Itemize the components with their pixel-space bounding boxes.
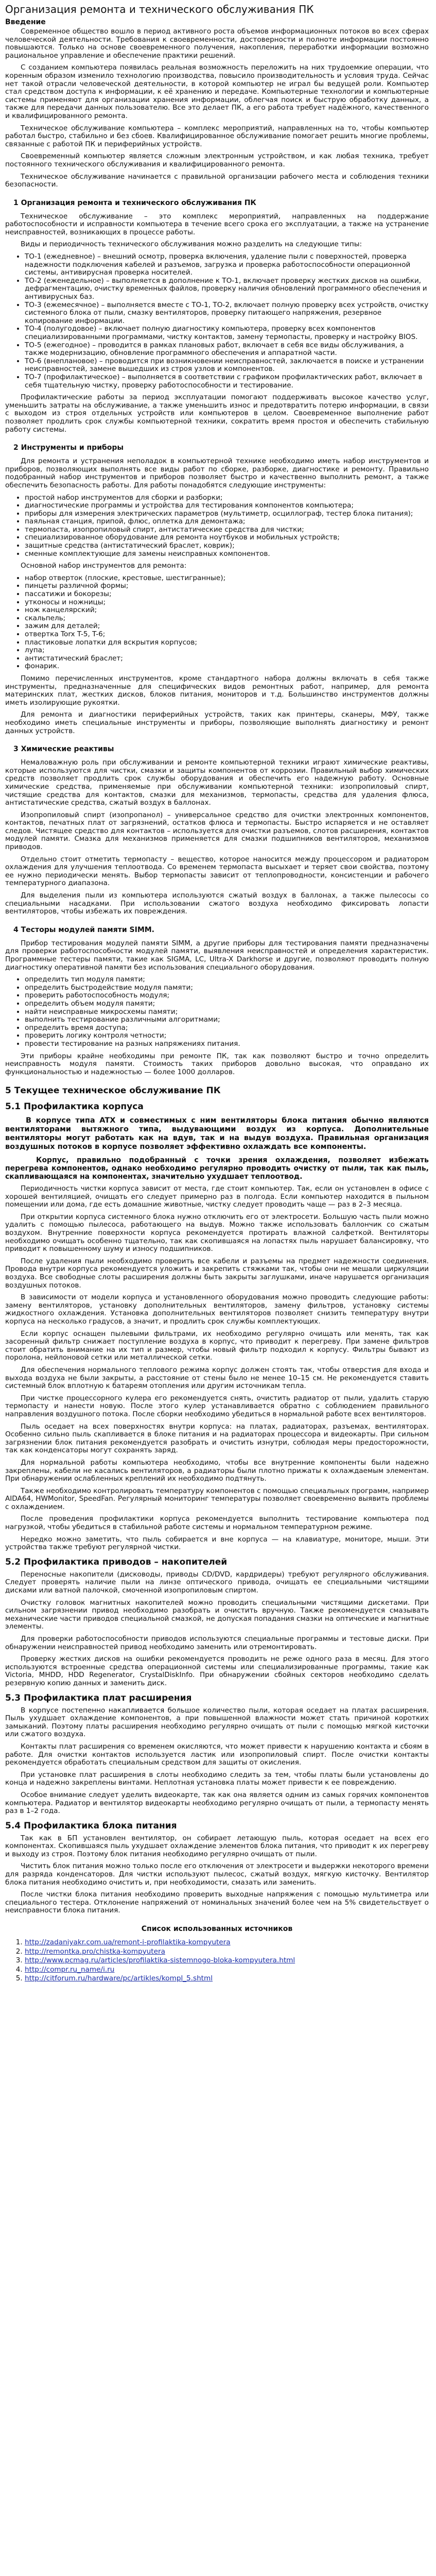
paragraph: Для нормальной работы компьютера необходимо, чтобы все внутренние компоненты были надежно закреплены, кабели не касались вентиляторов, а радиаторы были плотно прижаты к охлаждаемым элементам. При обнаружении ослабленных креплений их необходимо подтянуть. — [5, 1458, 429, 1483]
subsection-heading: 5.1 Профилактика корпуса — [5, 1101, 144, 1112]
chapter-heading: 5 Текущее техническое обслуживание ПК — [5, 1086, 221, 1096]
source-item — [25, 1975, 429, 1983]
list-item: • определить объем модуля памяти; — [25, 1000, 429, 1008]
source-link[interactable]: http://zadaniyakr.com.ua/remont-i-profilaktika-kompyutera — [25, 1938, 231, 1947]
list-item: • определить быстродействие модуля памяти; — [25, 984, 429, 992]
list-item: • специализированное оборудование для ремонта ноутбуков и мобильных устройств; — [25, 534, 429, 542]
paragraph: Основной набор инструментов для ремонта: — [21, 562, 187, 570]
paragraph: Виды и периодичность технического обслуживания можно разделить на следующие типы: — [21, 240, 362, 249]
list-item: • лупа; — [25, 647, 429, 655]
paragraph: Эти приборы крайне необходимы при ремонте ПК, так как позволяют быстро и точно определить неисправность модуля памяти. Стоимость таких приборов довольно высокая, что оправдано их функциональностью и надежностью — более 1000 долларов. — [5, 1052, 429, 1076]
paragraph: Для выделения пыли из компьютера используются сжатый воздух в баллонах, а также пылесосы со специальными насадками. При использовании сжатого воздуха необходимо фиксировать лопасти вентиляторов, чтобы избежать их повреждения. — [5, 891, 429, 916]
paragraph: Немаловажную роль при обслуживании и ремонте компьютерной техники играют химические реактивы, которые используются для чистки, смазки и защиты компонентов от коррозии. Правильный выбор химических средств позволяет продлить срок службы оборудования и обеспечить его надежную работу. Основные химические средства, применяемые при обслуживании компьютерной техники: изопропиловый спирт, чистящие средства для контактов, смазки для механизмов, термопасты, средства для удаления флюса, антистатические средства, сжатый воздух в баллонах. — [5, 758, 429, 807]
paragraph: Очистку головок магнитных накопителей можно проводить специальными чистящими дискетами. При сильном загрязнении привод необходимо разобрать и очистить вручную. Также рекомендуется смазывать механические части приводов специальной смазкой, не допуская попадания смазки на оптические и магнитные элементы. — [5, 1598, 429, 1631]
source-link[interactable]: http://compr.ru_name/i.ru — [25, 1965, 115, 1974]
paragraph: В корпусе постепенно накапливается большое количество пыли, которая оседает на платах расширения. Пыль ухудшает охлаждение компонентов, а при повышенной влажности может стать причиной коротких замыканий. Поэтому платы расширения необходимо регулярно очищать от пыли с помощью мягкой кисточки или сжатого воздуха. — [5, 1706, 429, 1739]
subsection-heading: 5.4 Профилактика блока питания — [5, 1820, 177, 1831]
bullet-list — [5, 976, 429, 1048]
paragraph: После удаления пыли необходимо проверить все кабели и разъемы на предмет надежности соединения. Провода внутри корпуса рекомендуется уложить и закрепить стяжками так, чтобы они не мешали циркуляции воздуха. Все свободные слоты расширения должны быть закрыты заглушками, иначе нарушается организация воздушных потоков. — [5, 1257, 429, 1290]
paragraph: После проведения профилактики корпуса рекомендуется выполнить тестирование компьютера под нагрузкой, чтобы убедиться в стабильной работе системы и нормальном температурном режиме. — [5, 1515, 429, 1532]
paragraph: Периодичность чистки корпуса зависит от места, где стоит компьютер. Так, если он установлен в офисе с хорошей вентиляцией, очищать его следует примерно раз в полгода. Если компьютер находится в пыльном помещении или дома, где есть домашние животные, чистку следует проводить чаще — раз в 2–3 месяца. — [5, 1184, 429, 1209]
subsection-heading: 5.2 Профилактика приводов – накопителей — [5, 1556, 228, 1567]
paragraph: Отдельно стоит отметить термопасту – вещество, которое наносится между процессором и радиатором охлаждения для улучшения теплоотвода. Со временем термопаста высыхает и теряет свои свойства, поэтому ее нужно периодически менять. Выбор термопасты зависит от теплопроводности, консистенции и рабочего температурного диапазона. — [5, 855, 429, 888]
list-item: • защитные средства (антистатический браслет, коврик); — [25, 542, 429, 550]
paragraph: При установке плат расширения в слоты необходимо следить за тем, чтобы платы были установлены до конца и надежно закреплены винтами. Неплотная установка платы может привести к ее повреждению. — [5, 1770, 429, 1787]
list-item: • ТО-7 (профилактическое) – выполняется в соответствии с графиком профилактических работ, включает в себя тщательную чистку, проверку работоспособности и тестирование. — [25, 374, 429, 389]
paragraph: Для ремонта и устранения неполадок в компьютерной технике необходимо иметь набор инструментов и приборов, позволяющих выполнять все виды работ по сборке, разборке, диагностике и ремонту. Правильно подобранный набор инструментов и приборов позволяет быстро и качественно выполнить ремонт, а также обеспечить безопасность работы. Для работы понадобятся следующие инструменты: — [5, 457, 429, 489]
section-heading: 2 Инструменты и приборы — [13, 444, 124, 452]
source-item — [25, 1966, 429, 1974]
list-item: • пассатижи и бокорезы; — [25, 590, 429, 599]
list-item: • зажим для деталей; — [25, 622, 429, 631]
list-item: • пинцеты различной формы; — [25, 582, 429, 590]
list-item: • ТО-1 (ежедневное) – внешний осмотр, проверка включения, удаление пыли с поверхностей, проверка надежности подключения кабелей и разъемов, загрузка и проверка работоспособности операционной системы, антивирусная проверка носителей. — [25, 253, 429, 277]
document-title: Организация ремонта и технического обслуживания ПК — [5, 3, 314, 15]
list-item: • скальпель; — [25, 615, 429, 623]
list-item: • фонарик. — [25, 663, 429, 671]
list-item: • определить тип модуля памяти; — [25, 976, 429, 984]
sources-list — [5, 1939, 429, 1983]
paragraph: При открытии корпуса системного блока нужно отключить его от электросети. Большую часть пыли можно удалить с помощью пылесоса, работающего на выдув. Можно также использовать баллончик со сжатым воздухом. Внутренние поверхности корпуса рекомендуется протирать влажной салфеткой. Вентиляторы необходимо очищать особенно тщательно, так как скопившаяся на лопастях пыль нарушает балансировку, что приводит к повышенному шуму и износу подшипников. — [5, 1212, 429, 1253]
paragraph: Техническое обслуживание начинается с правильной организации рабочего места и соблюдения техники безопасности. — [5, 172, 429, 189]
section-heading: 3 Химические реактивы — [13, 745, 114, 754]
list-item: • ТО-3 (ежемесячное) – выполняется вместе с ТО-1, ТО-2, включает полную проверку всех устройств, очистку системного блока от пыли, смазку вентиляторов, проверку питающего напряжения, резервное копирование информации. — [25, 301, 429, 326]
source-link[interactable]: http://remontka.pro/chistka-kompyutera — [25, 1947, 165, 1956]
list-item: • антистатический браслет; — [25, 655, 429, 663]
paragraph: Своевременный компьютер является сложным электронным устройством, и как любая техника, требует постоянного технического обслуживания и квалифицированного ремонта. — [5, 152, 429, 168]
paragraph: Техническое обслуживание компьютера – комплекс мероприятий, направленных на то, чтобы компьютер работал быстро, стабильно и без сбоев. Квалифицированное обслуживание помогает решить многие проблемы, связанные с работой ПК и периферийных устройств. — [5, 124, 429, 148]
bullet-list — [5, 494, 429, 558]
paragraph: Для проверки работоспособности приводов используются специальные программы и тестовые диски. При обнаружении неисправностей привод необходимо заменить или отремонтировать. — [5, 1635, 429, 1651]
list-item: • ТО-2 (еженедельное) – выполняется в дополнение к ТО-1, включает проверку жестких дисков на ошибки, дефрагментацию, очистку временных файлов, проверку наличия обновлений программного обеспечения и антивирусных баз. — [25, 277, 429, 301]
list-item: • ТО-4 (полугодовое) – включает полную диагностику компьютера, проверку всех компонентов специализированными программами, чистку контактов, замену термопасты, проверку и настройку BIOS. — [25, 325, 429, 341]
intro-heading: Введение — [5, 18, 46, 26]
list-item: • выполнить тестирование различными алгоритмами; — [25, 1016, 429, 1024]
list-item: • сменные комплектующие для замены неисправных компонентов. — [25, 550, 429, 558]
list-item: • отвертка Torx T-5, T-6; — [25, 631, 429, 639]
paragraph: В зависимости от модели корпуса и установленного оборудования можно проводить следующие работы: замену вентиляторов, установку дополнительных вентиляторов, замену фильтров, установку системы жидкостного охлаждения. Установка дополнительных вентиляторов позволяет снизить температуру внутри корпуса на несколько градусов, а значит, и продлить срок службы комплектующих. — [5, 1293, 429, 1326]
paragraph: Помимо перечисленных инструментов, кроме стандартного набора должны включать в себя также инструменты, предназначенные для специфических видов ремонтных работ, например, для ремонта материнских плат, жестких дисков, блоков питания, мониторов и т.д. Большинство инструментов должны иметь изолирующие рукоятки. — [5, 674, 429, 707]
paragraph: После чистки блока питания необходимо проверить выходные напряжения с помощью мультиметра или специального тестера. Отклонение напряжений от номинальных значений более чем на 5% свидетельствует о неисправности блока питания. — [5, 1890, 429, 1915]
paragraph: Нередко можно заметить, что пыль собирается и вне корпуса — на клавиатуре, мониторе, мыши. Эти устройства также требуют регулярной чистки. — [5, 1535, 429, 1552]
list-item: • найти неисправные микросхемы памяти; — [25, 1008, 429, 1016]
bullet-list — [5, 574, 429, 671]
paragraph: Для ремонта и диагностики периферийных устройств, таких как принтеры, сканеры, МФУ, также необходимо иметь специальные инструменты и приборы, позволяющие выполнять диагностику и ремонт данных устройств. — [5, 710, 429, 735]
source-link[interactable]: http://citforum.ru/hardware/pc/artikles/kompl_5.shtml — [25, 1974, 213, 1983]
paragraph: С созданием компьютера появилась реальная возможность переложить на них трудоемкие операции, что коренным образом изменило технологию производства, повысило производительность и условия труда. Сейчас нет такой отрасли человеческой деятельности, в которой компьютер не играл бы ведущей роли. Компьютер стал средством доступа к информации, к её хранению и передаче. Компьютерные технологии и компьютерные системы применяют для организации хранения информации, облегчая поиск и быструю обработку данных, а также для передачи данных пользователю. Все это делает ПК, а его работа требует надёжного, качественного и квалифицированного ремонта. — [5, 63, 429, 120]
list-item: • приборы для измерения электрических параметров (мультиметр, осциллограф, тестер блока питания); — [25, 510, 429, 518]
list-item: • провести тестирование на разных напряжениях питания. — [25, 1040, 429, 1048]
list-item: • нож канцелярский; — [25, 606, 429, 615]
paragraph: Изопропиловый спирт (изопропанол) – универсальное средство для очистки электронных компонентов, контактов, печатных плат от загрязнений, остатков флюса и термопасты. Быстро испаряется и не оставляет следов. Чистящее средство для контактов – используется для очистки разъемов, слотов расширения, контактов модулей памяти. Смазка для механизмов применяется для смазки подшипников вентиляторов, механизмов приводов. — [5, 810, 429, 852]
highlight-paragraph: Корпус, правильно подобранный с точки зрения охлаждения, позволяет избежать перегрева компонентов, однако необходимо регулярно проводить очистку от пыли, так как пыль, скапливающаяся на компонентах, значительно ухудшает теплоотвод. — [5, 1156, 429, 1181]
list-item: • проверить работоспособность модуля; — [25, 992, 429, 1000]
paragraph: Прибор тестирования модулей памяти SIMM, а другие приборы для тестирования памяти предназначены для проверки работоспособности модулей памяти, выявления неисправностей и определения характеристик. Программные тестеры памяти, такие как SIGMA, LC, Ultra-X Darkhorse и другие, позволяют проводить полную диагностику оперативной памяти без использования специального оборудования. — [5, 939, 429, 972]
list-item: • определить время доступа; — [25, 1024, 429, 1032]
paragraph: Профилактические работы за период эксплуатации помогают поддерживать высокое качество услуг, уменьшить затраты на обслуживание, а также уменьшить износ и предотвратить потерю информации, в связи с выходом из строя отдельных устройств или компьютеров в целом. Своевременное выполнение работ позволяет продлить срок службы компьютерной техники, сократить время простоя и обеспечить стабильную работу системы. — [5, 393, 429, 434]
list-item: • паяльная станция, припой, флюс, оплетка для демонтажа; — [25, 518, 429, 526]
paragraph: Современное общество вошло в период активного роста объемов информационных потоков во всех сферах человеческой деятельности. Требования к своевременности, достоверности и полноте информации постоянно повышаются. Только на основе своевременного получения, накопления, переработки информации возможно рациональное управление и обеспечение практики решений. — [5, 27, 429, 60]
source-link[interactable]: http://www.pcmag.ru/articles/profilaktika-sistemnogo-bloka-kompyutera.html — [25, 1956, 295, 1965]
paragraph: При чистке процессорного кулера его рекомендуется снять, очистить радиатор от пыли, удалить старую термопасту и нанести новую. После этого кулер устанавливается обратно с соблюдением правильного направления воздушного потока. После сборки необходимо убедиться в нормальной работе всех вентиляторов. — [5, 1394, 429, 1418]
list-item: • термопаста, изопропиловый спирт, антистатические средства для чистки; — [25, 526, 429, 534]
source-item — [25, 1948, 429, 1956]
list-item: • простой набор инструментов для сборки и разборки; — [25, 494, 429, 502]
paragraph: Также необходимо контролировать температуру компонентов с помощью специальных программ, например AIDA64, HWMonitor, SpeedFan. Регулярный мониторинг температуры позволяет своевременно выявить проблемы с охлаждением. — [5, 1486, 429, 1511]
sources-heading: Список использованных источников — [141, 1925, 293, 1934]
paragraph: Для обеспечения нормального теплового режима корпус должен стоять так, чтобы отверстия для входа и выхода воздуха не были закрыты, а расстояние от стены было не менее 10–15 см. Не рекомендуется ставить системный блок вплотную к батареям отопления или другим источникам тепла. — [5, 1365, 429, 1391]
paragraph: Так как в БП установлен вентилятор, он собирает летающую пыль, которая оседает на всех его компонентах. Скопившаяся пыль ухудшает охлаждение элементов блока питания, что приводит к их перегреву и выходу из строя. Поэтому блок питания необходимо регулярно очищать от пыли. — [5, 1834, 429, 1858]
paragraph: Проверку жестких дисков на ошибки рекомендуется проводить не реже одного раза в месяц. Для этого используются встроенные средства операционной системы или специализированные программы, такие как Victoria, MHDD, HDD Regenerator, CrystalDiskInfo. При обнаружении сбойных секторов необходимо сделать резервную копию данных и заменить диск. — [5, 1655, 429, 1687]
list-item: • пластиковые лопатки для вскрытия корпусов; — [25, 639, 429, 647]
section-heading: 1 Организация ремонта и технического обслуживания ПК — [13, 198, 256, 207]
paragraph: Особое внимание следует уделить видеокарте, так как она является одним из самых горячих компонентов компьютера. Радиатор и вентилятор видеокарты необходимо регулярно очищать от пыли, а термопасту менять раз в 1–2 года. — [5, 1790, 429, 1816]
paragraph: Чистить блок питания можно только после его отключения от электросети и выдержки некоторого времени для разряда конденсаторов. Для чистки используют пылесос, сжатый воздух, мягкую кисточку. Вентилятор блока питания необходимо очистить и, при необходимости, смазать или заменить. — [5, 1862, 429, 1887]
paragraph: Контакты плат расширения со временем окисляются, что может привести к нарушению контакта и сбоям в работе. Для очистки контактов используется ластик или изопропиловый спирт. После очистки контакты рекомендуется обработать специальным средством для защиты от окисления. — [5, 1742, 429, 1767]
list-item: • ТО-5 (ежегодное) – проводится в рамках плановых работ, включает в себя все виды обслуживания, а также модернизацию, обновление программного обеспечения и аппаратной части. — [25, 342, 429, 358]
list-item: • диагностические программы и устройства для тестирования компонентов компьютера; — [25, 502, 429, 510]
list-item: • набор отверток (плоские, крестовые, шестигранные); — [25, 574, 429, 583]
section-heading: 4 Тесторы модулей памяти SIMM. — [13, 925, 154, 934]
highlight-paragraph: В корпусе типа ATX и совместимых с ним вентиляторы блока питания обычно являются вентиляторами вытяжного типа, выдувающими воздух из корпуса. Дополнительные вентиляторы могут работать как на вдув, так и на выдув воздуха. Правильная организация воздушных потоков в корпусе позволяет эффективно охлаждать все компоненты. — [5, 1116, 429, 1151]
source-item — [25, 1939, 429, 1947]
paragraph: Пыль оседает на всех поверхностях внутри корпуса: на платах, радиаторах, разъемах, вентиляторах. Особенно сильно пыль скапливается в блоке питания и на радиаторах процессора и видеокарты. При сильном загрязнении блок питания рекомендуется разобрать и очистить изнутри, соблюдая меры предосторожности, так как конденсаторы могут сохранять заряд. — [5, 1422, 429, 1455]
paragraph: Переносные накопители (дисководы, приводы CD/DVD, кардридеры) требуют регулярного обслуживания. Следует проверять наличие пыли на линзе оптического привода, очищать ее специальными чистящими дисками или ватной палочкой, смоченной изопропиловым спиртом. — [5, 1570, 429, 1595]
bullet-list — [5, 253, 429, 389]
list-item: • ТО-6 (внеплановое) – проводится при возникновении неисправностей, заключается в поиске и устранении неисправностей, замене вышедших из строя узлов и компонентов. — [25, 358, 429, 374]
paragraph: Техническое обслуживание – это комплекс мероприятий, направленных на поддержание работоспособности и исправности компьютера в течение всего срока его эксплуатации, а также на устранение неисправностей, возникающих в процессе работы. — [5, 212, 429, 236]
paragraph: Если корпус оснащен пылевыми фильтрами, их необходимо регулярно очищать или менять, так как засоренный фильтр снижает поступление воздуха в корпус, что приводит к перегреву. При замене фильтров стоит обратить внимание на их тип и размер, чтобы новый фильтр подходил к корпусу. Фильтры бывают из поролона, нейлоновой сетки или металлической сетки. — [5, 1329, 429, 1362]
subsection-heading: 5.3 Профилактика плат расширения — [5, 1692, 192, 1703]
list-item: • проверить логику контроля четности; — [25, 1032, 429, 1040]
list-item: • утконосы и ножницы; — [25, 599, 429, 607]
source-item — [25, 1957, 429, 1965]
